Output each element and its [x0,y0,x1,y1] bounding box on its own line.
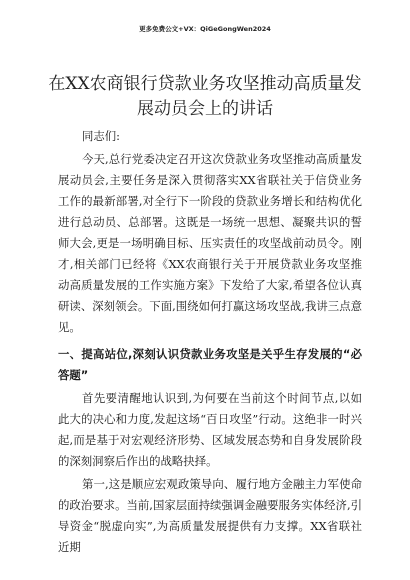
paragraph-intro: 今天,总行党委决定召开这次贷款业务攻坚推动高质量发展动员会,主要任务是深入贯彻落实XX省联社关于信贷业务工作的最新部署,对全行下一阶段的贷款业务增长和结构优化进行总动员、总部署。这既是一场统一思想、凝聚共识的誓师大会,更是一场明确目标、压实责任的攻坚战前动员令。刚才,相关部门已经将《XX农商银行关于开展贷款业务攻坚推动高质量发展的工作实施方案》下发给了大家,希望各位认真研读、深刻领会。下面,围绕如何打赢这场攻坚战,我讲三点意见。 [58,152,362,334]
section-heading-1: 一、提高站位,深刻认识贷款业务攻坚是关乎生存发展的“必答题” [58,347,362,382]
header-note: 更多免费公文+VX：QiGeGongWen2024 [139,25,271,33]
document-title: 在XX农商银行贷款业务攻坚推动高质量发展动员会上的讲话 [48,74,362,119]
document-body [58,126,362,558]
paragraph-section1-1: 首先要清醒地认识到,为何要在当前这个时间节点,以如此大的决心和力度,发起这场“百日攻坚”行动。这绝非一时兴起,而是基于对宏观经济形势、区域发展态势和自身发展阶段的深刻洞察后作出的战略抉择。 [58,391,362,468]
paragraph-section1-2: 第一,这是顺应宏观政策导向、履行地方金融主力军使命的政治要求。当前,国家层面持续强调金融要服务实体经济,引导资金“脱虚向实”,为高质量发展提供有力支撑。XX省联社近期 [58,477,362,554]
salutation: 同志们: [82,129,121,143]
